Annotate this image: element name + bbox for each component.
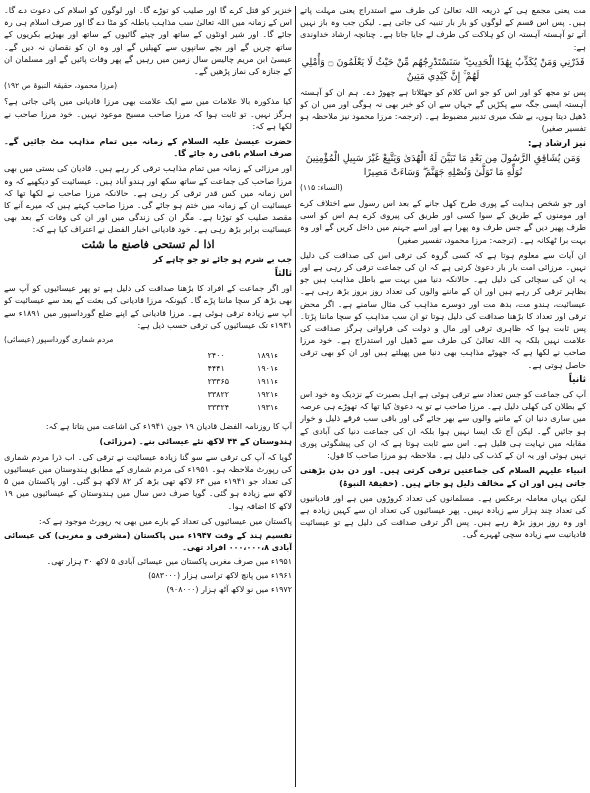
proverb-translation: جب بے شرم ہو جائے تو جو چاہے کر (153, 253, 292, 264)
secondly-paragraph: آپ کی جماعت کو جس تعداد سے ترقی ہوئی ہے اہل بصیرت کے نزدیک وہ خود اس کے بطلان کی کھلی دلیل ہے۔ مرزا صاحب نے تو یہ دعویٰ کیا تھا کہ تھوڑے ہی عرصہ میں ساری دنیا ان کے ماننے والوں سے بھر جائے گی اور باقی سب فرقے ذلیل و خوار ہو جائیں گے۔ لیکن آج تک ایسا نہیں ہوا بلکہ ان کی جماعت دنیا کی آبادی کے مقابلہ میں نہایت ہی قلیل ہے۔ اس سے ثابت ہوتا ہے کہ ان کی پیشگوئی پوری نہیں ہوئی اور یہ ان کے کذب کی دلیل ہے۔ ملاحظہ ہو مرزا صاحب کا قول: (300, 389, 586, 461)
left-column (4, 4, 292, 789)
progress-paragraph: اور مرزائی کے زمانہ میں تمام مذاہب ترقی کر رہے ہیں۔ قادیان کی بستی میں بھی مرزا صاحب کی جماعت کے ساتھ سکھ اور ہندو آباد ہیں۔ عیسائیت کو دیکھیے کہ وہ اس زمانہ میں کس قدر ترقی کر رہی ہے۔ حالانکہ مرزا صاحب نے لکھا تھا کہ عیسائیت ان کے زمانہ میں ختم ہو جائے گی۔ مرزا صاحب کہتے ہیں کہ میرے آنے کا مقصد صلیب کو توڑنا ہے۔ مگر ان کی زندگی میں اور ان کی وفات کے بعد بھی عیسائیت برابر بڑھ رہی ہے۔ خود قادیانی اخبار الفضل نے اعتراف کیا ہے کہ: (4, 163, 292, 235)
arabic-proverb: اذا لم تستحی فاصنع ما شئت (81, 237, 215, 251)
census-year: ۱۹۳۱ء (257, 403, 278, 413)
alfazl-quote: ہندوستان کے ۴۴ لاکھ نئے عیسائی بنے۔ (مرزائی) (99, 436, 292, 447)
census-year: ۱۹۰۱ء (257, 364, 278, 374)
verse-2-translation: اور جو شخص ہدایت کے پوری طرح کھل جانے کے بعد اس رسول سے اختلاف کرے اور مومنوں کے طریق کے سوا کسی اور طریق کی پیروی کرے ہم اس کو اسی طرف پھیر دیں گے جس طرف وہ پھرا ہے اور اسے جہنم میں داخل کریں گے اور وہ بہت برا ٹھکانہ ہے۔ (ترجمہ: مرزا محمود، تفسیر صغیر) (300, 198, 586, 245)
census-count: ۳۳۸۲۲ (207, 390, 230, 400)
section-heading-thirdly: ثالثاً (274, 269, 292, 280)
verse-1-translation: پس تو مجھ کو اور اس کو جو اس کلام کو جھٹلاتا ہے چھوڑ دے۔ ہم ان کو آہستہ آہستہ ایسی جگہ سے پکڑیں گے جہاں سے ان کو خبر بھی نہ ہوگی اور میں ان کو ڈھیل دیتا ہوں، بے شک میری تدبیر مضبوط ہے۔ (ترجمہ: مرزا محمود نیز ملاحظہ ہو تفسیر صغیر) (300, 86, 586, 134)
census-year: ۱۹۱۱ء (257, 377, 278, 387)
quote-islam-remains: حضرت عیسیٰ علیہ السلام کے زمانہ میں تمام مذاہب مٹ جائیں گے۔ صرف اسلام باقی رہ جائے گا۔ (4, 136, 292, 159)
population-line: ۱۹۵۱ء میں صرف مغربی پاکستان میں عیسائی آبادی ۵ لاکھ ۳۰ ہزار تھی۔ (46, 556, 292, 566)
section-heading-2: نیز ارشاد ہے: (527, 138, 586, 149)
partition-statement: تقسیم ہند کے وقت ۱۹۴۷ء میں پاکستان (مشرقی و مغربی) کی عیسائی آبادی ۰۰۰،۰۰۰،۸ افراد تھی۔ (4, 530, 292, 552)
document-page (4, 4, 586, 789)
argument-paragraph: ان آیات سے معلوم ہوتا ہے کہ کسی گروہ کی ترقی اس کی صداقت کی دلیل نہیں۔ مرزائی امت بار بار دعویٰ کرتی ہے کہ ان کی جماعت ترقی کر رہی ہے اور یہ ان کی سچائی کی دلیل ہے۔ حالانکہ دنیا میں بہت سے باطل مذاہب ہیں جو بظاہر ترقی کر رہے ہیں اور ان کے ماننے والوں کی تعداد روز بروز بڑھ رہی ہے۔ عیسائیت، ہندو مت، بدھ مت اور دوسرے مذاہب کی مثال سامنے ہے۔ اگر محض ترقی اور تعداد کا بڑھنا صداقت کی دلیل ہوتا تو ان سب مذاہب کو سچا ماننا پڑتا۔ پس ثابت ہوا کہ ظاہری ترقی اور مال و دولت کی فراوانی ہرگز صداقت کی علامت نہیں بلکہ یہ اللہ تعالیٰ کی طرف سے ڈھیل اور استدراج ہے۔ خود مرزا صاحب نے لکھا ہے کہ جھوٹے مذاہب بھی دنیا میں پھیلتے ہیں اور ان کو بھی ترقی حاصل ہوتی ہے۔ (300, 249, 586, 370)
census-row (194, 375, 292, 388)
alfazl-paragraph: آپ کا روزنامہ الفضل قادیان ۱۹ جون ۱۹۴۱ء کی اشاعت میں بتاتا ہے کہ: (45, 421, 292, 432)
hadith-reference: (مرزا محمود، حقیقۃ النبوۃ ص ۱۹۲) (4, 81, 118, 91)
verse-2-reference: (النساء: ۱۱۵) (300, 182, 343, 192)
census-year: ۱۹۲۱ء (257, 390, 278, 400)
census-row (194, 388, 292, 401)
census-row (194, 362, 292, 375)
census-count: ۲۴۰۰ (207, 351, 225, 361)
census-count: ۴۴۴۱ (207, 364, 225, 374)
census-paragraph: گویا کہ آپ کی ترقی سے سو گنا زیادہ عیسائیت نے ترقی کی۔ اب ذرا مردم شماری کی رپورٹ ملاحظہ ہو۔ ۱۹۵۱ء کی مردم شماری کے مطابق ہندوستان میں عیسائیوں کی تعداد جو ۱۹۴۱ء میں ۶۳ لاکھ تھی بڑھ کر ۸۲ لاکھ ہو گئی۔ اور پاکستان میں ۵ لاکھ سے زیادہ ہو گئی۔ گویا صرف دس سال میں ہندوستان کے عیسائیوں میں ۱۹ لاکھ کا اضافہ ہوا۔ (4, 451, 292, 511)
census-year: ۱۸۹۱ء (257, 351, 278, 361)
population-line: ۱۹۷۲ء میں نو لاکھ آٹھ ہزار (۹۰۸۰۰۰) (166, 584, 292, 594)
right-column (300, 4, 586, 789)
quoted-statement: انبیاء علیہم السلام کی جماعتیں ترقی کرتی ہیں۔ اور دن بدن بڑھتی جاتی ہیں اور ان کے مخالف ذلیل ہو جاتے ہیں۔ (حقیقۃ النبوۃ) (300, 465, 586, 488)
population-list (4, 556, 292, 596)
census-row (194, 349, 292, 362)
pakistan-paragraph: پاکستان میں عیسائیوں کی تعداد کے بارے میں بھی یہ رپورٹ موجود ہے کہ: (38, 515, 292, 526)
stats-caption: مردم شماری گورداسپور (عیسائی) (4, 335, 114, 345)
hadith-paragraph: خنزیر کو قتل کرے گا اور صلیب کو توڑے گا۔ اور لوگوں کو اسلام کی دعوت دے گا۔ اس کے زمانہ میں اللہ تعالیٰ سب مذاہب باطلہ کو مٹا دے گا اور صرف اسلام ہی رہ جائے گا۔ اور شیر اونٹوں کے ساتھ اور چیتے گائیوں کے ساتھ اور بھیڑیے بکریوں کے ساتھ چریں گے اور بچے سانپوں سے کھیلیں گے اور وہ ان کو نقصان نہ دیں گے۔ عیسیٰ ابن مریم چالیس سال زمین میں رہیں گے پھر وفات پائیں گے اور مسلمان ان کے جنازہ کی نماز پڑھیں گے۔ (4, 5, 292, 77)
population-line: ۱۹۶۱ء میں پانچ لاکھ تراسی ہزار (۵۸۳۰۰۰) (148, 570, 292, 580)
census-count: ۲۳۳۶۵ (207, 377, 230, 387)
question-paragraph: کیا مذکورہ بالا علامات میں سے ایک علامت بھی مرزا قادیانی میں پائی جاتی ہے؟ ہرگز نہیں۔ تو ثابت ہوا کہ مرزا صاحب مسیح موعود نہیں۔ خود مرزا صاحب نے لکھا ہے کہ: (4, 96, 292, 131)
closing-paragraph: لیکن یہاں معاملہ برعکس ہے۔ مسلمانوں کی تعداد کروڑوں میں ہے اور قادیانیوں کی تعداد چند ہزار سے زیادہ نہیں۔ پھر عیسائیوں کی تعداد ان سے کہیں زیادہ ہے اور وہ روز بروز بڑھ رہے ہیں۔ پس اگر ترقی صداقت کی دلیل ہے تو عیسائیت قادیانیت سے زیادہ سچی ٹھہرے گی۔ (300, 492, 586, 540)
census-row (194, 401, 292, 414)
column-divider (295, 6, 296, 787)
quran-verse-1: فَذَرْنِي وَمَنْ يُكَذِّبُ بِهَٰذَا الْحَدِيثِ ۖ سَنَسْتَدْرِجُهُم مِّنْ حَيْثُ لَا يَعْلَمُونَ ۝ وَأُمْلِي لَهُمْ ۚ إِنَّ كَيْدِي مَتِينٌ (301, 56, 585, 82)
quran-verse-2: وَمَن يُشَاقِقِ الرَّسُولَ مِن بَعْدِ مَا تَبَيَّنَ لَهُ الْهُدَىٰ وَيَتَّبِعْ غَيْرَ سَبِيلِ الْمُؤْمِنِينَ نُوَلِّهِ مَا تَوَلَّىٰ وَنُصْلِهِ جَهَنَّمَ ۖ وَسَاءَتْ مَصِيرًا (305, 152, 581, 178)
thirdly-paragraph: اور اگر جماعت کے افراد کا بڑھنا صداقت کی دلیل ہے تو پھر عیسائیوں کو آپ سے بھی بڑھ کر سچا ماننا پڑے گا۔ کیونکہ مرزا قادیانی کی بعثت کے بعد سے عیسائیت کو آپ سے زیادہ ترقی ہوئی ہے۔ مرزا قادیانی کے اپنے ضلع گورداسپور میں ۱۸۹۱ء سے ۱۹۳۱ء تک عیسائیوں کی ترقی حسب ذیل ہے: (4, 283, 292, 330)
intro-paragraph: مت یعنی مجمع ہی کے ذریعہ اللہ تعالیٰ کی طرف سے استدراج یعنی مہلت پاتے ہیں۔ پس اس قسم کے لوگوں کو بار بار تنبیہ کی جاتی ہے۔ لیکن جب وہ باز نہیں آتے تو آہستہ آہستہ ان کو ہلاکت کی طرف لے جایا جاتا ہے۔ چنانچہ ارشاد خداوندی ہے: (300, 5, 586, 52)
census-table (194, 349, 292, 414)
section-heading-secondly: ثانیاً (568, 374, 586, 385)
census-count: ۳۳۳۲۴ (207, 403, 230, 413)
